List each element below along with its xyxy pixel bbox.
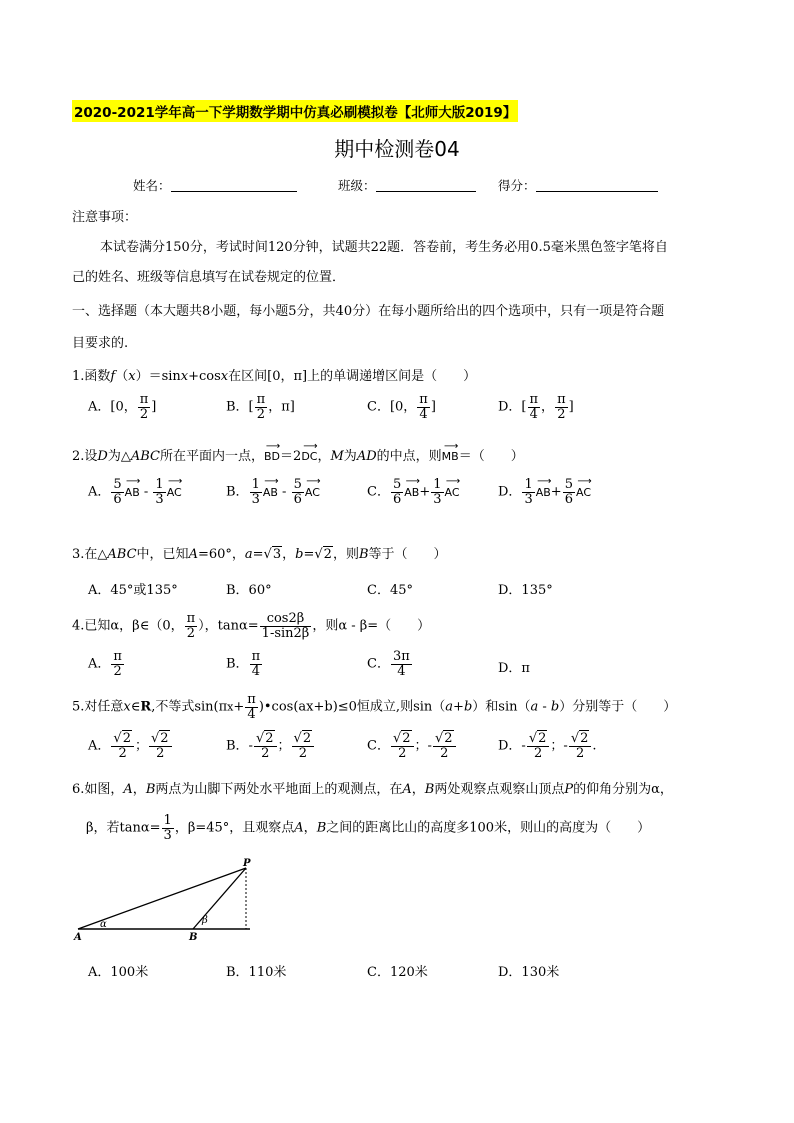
q4-option-a[interactable]: A． $\frac{\pi}{2}$ [88,649,122,679]
q3-stem: 3.在△ABC中，已知A=60°，a=√3，b=√2，则B等于（ ） [72,547,447,562]
q1-option-d[interactable]: D．[ $\frac{\pi}{4}$ ， $\frac{\pi}{2}$ ] [498,392,574,422]
label-b: B [189,932,198,942]
q1-stem: 1.函数f（x）＝sinx+cosx在区间[0，π]上的单调递增区间是（ ） [72,369,477,384]
notice-line2: 己的姓名、班级等信息填写在试卷规定的位置． [72,270,346,285]
q6-stem-line1: 6.如图，A，B两点为山脚下两处水平地面上的观测点，在A，B两处观察点观察山顶点P的仰角分别为α， [72,782,673,797]
q6-option-c[interactable]: C．120米 [367,965,428,980]
q5-stem: 5.对任意x∈R,不等式sin(πx+ $\frac{\pi}{4}$ )•cos(ax+b)≤0恒成立,则sin（a+b）和sin（a - b）分别等于（ ） [72,692,677,722]
q4-stem: 4.已知α，β∈（0， $\frac{\pi}{2}$ ），tanα= $\frac{\cos 2\beta}{1-\sin 2\beta}$ ，则α - β=（ ） [72,611,431,641]
name-field[interactable] [133,176,297,194]
score-blank[interactable] [536,179,658,192]
label-p: P [243,858,251,869]
q3-option-c[interactable]: C．45° [367,583,413,598]
name-blank[interactable] [171,179,297,192]
q2-option-d[interactable]: D． $\frac{1}{3}$ ⟶ AB+ $\frac{5}{6}$ ⟶ AC [498,478,591,506]
q2-option-b[interactable]: B． $\frac{1}{3}$ ⟶ AB - $\frac{5}{6}$ ⟶ AC [226,478,320,506]
exam-series-banner: 2020-2021学年高一下学期数学期中仿真必刷模拟卷【北师大版2019】 [72,100,518,122]
q3-option-d[interactable]: D．135° [498,583,553,598]
q5-option-b[interactable]: B．- $\frac{√2}{2}$ ； $\frac{√2}{2}$ [226,732,315,760]
section1-line1: 一、选择题（本大题共8小题，每小题5分，共40分）在每小题所给出的四个选项中，只有一项是符合题 [72,304,665,319]
page-title: 期中检测卷04 [334,137,460,161]
label-a: A [74,932,82,942]
score-label: 得分： [498,178,536,193]
q5-option-a[interactable]: A． $\frac{√2}{2}$ ； $\frac{√2}{2}$ [88,732,173,760]
q4-option-c[interactable]: C． $\frac{3\pi}{4}$ [367,649,410,679]
section1-line2: 目要求的. [72,336,129,351]
q4-option-b[interactable]: B． $\frac{\pi}{4}$ [226,649,261,679]
q3-option-a[interactable]: A．45°或135° [88,583,178,598]
q1-option-a[interactable]: A．[0， $\frac{\pi}{2}$ ] [88,392,157,422]
class-blank[interactable] [376,179,476,192]
class-field[interactable] [338,176,476,194]
label-beta: β [202,915,208,926]
score-field[interactable] [498,176,658,194]
q6-option-d[interactable]: D．130米 [498,965,560,980]
q3-option-b[interactable]: B．60° [226,583,272,598]
q6-stem-line2: β，若tanα= $\frac{1}{3}$ ，β=45°，且观察点A，B之间的距离比山的高度多100米，则山的高度为（ ） [86,813,651,843]
q1-option-c[interactable]: C．[0， $\frac{\pi}{4}$ ] [367,392,436,422]
q2-stem: 2.设D为△ABC所在平面内一点，⟶ BD＝2⟶ DC，M为AD的中点，则⟶ MB＝（ ） [72,447,524,467]
q2-option-a[interactable]: A． $\frac{5}{6}$ ⟶ AB - $\frac{1}{3}$ ⟶ AC [88,478,182,506]
notice-line1: 本试卷满分150分，考试时间120分钟，试题共22题．答卷前，考生务必用0.5毫米黑色签字笔将自 [100,240,668,255]
name-label: 姓名： [133,178,171,193]
q6-option-a[interactable]: A．100米 [88,965,149,980]
class-label: 班级： [338,178,376,193]
q6-figure [72,856,262,942]
q2-option-c[interactable]: C． $\frac{5}{6}$ ⟶ AB+ $\frac{1}{3}$ ⟶ AC [367,478,460,506]
q1-option-b[interactable]: B．[ $\frac{\pi}{2}$ ，π] [226,392,295,422]
q6-option-b[interactable]: B．110米 [226,965,287,980]
q5-option-c[interactable]: C． $\frac{√2}{2}$ ；- $\frac{√2}{2}$ [367,732,457,760]
q4-option-d[interactable]: D．π [498,661,530,676]
q5-option-d[interactable]: D．- $\frac{√2}{2}$ ；- $\frac{√2}{2}$ . [498,731,597,761]
notice-heading: 注意事项： [72,210,138,225]
label-alpha: α [100,919,107,930]
